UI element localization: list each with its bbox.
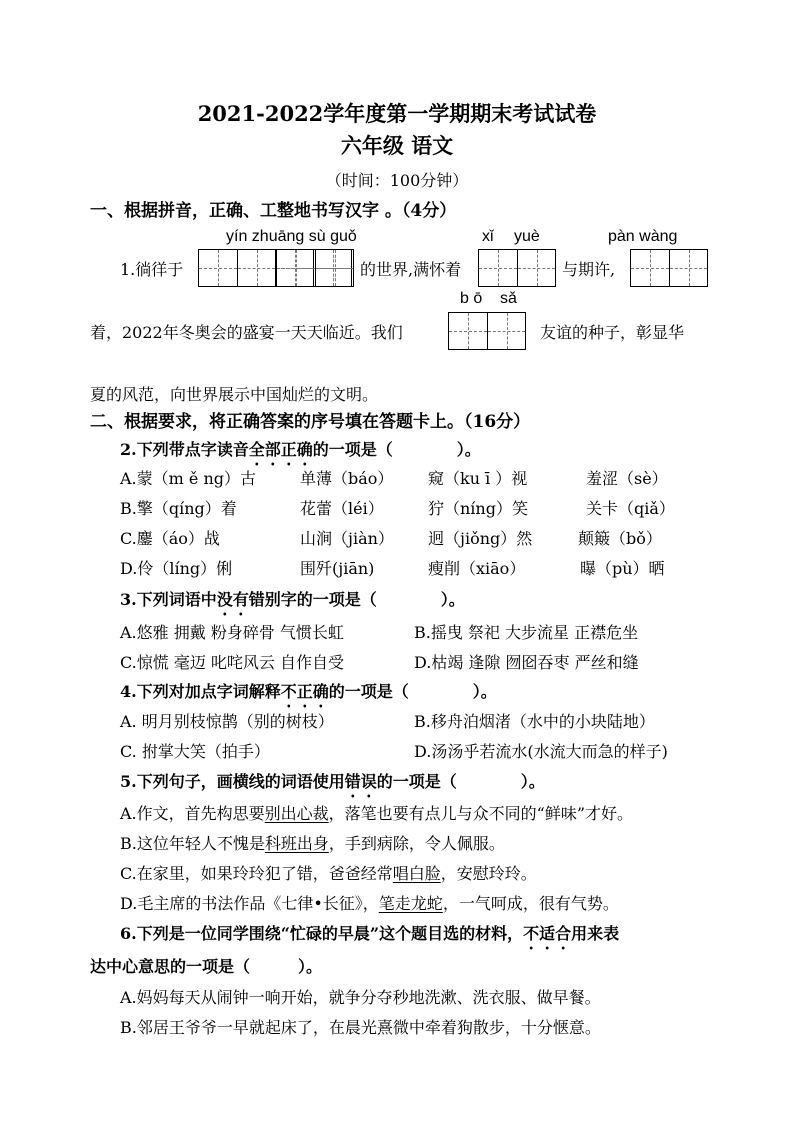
- q2-option-a-3: 窥（ku ī ）视: [428, 469, 528, 488]
- q3-stem-c: 错别字的一项是（ ）。: [248, 590, 465, 609]
- q4-stem-emphasis: 不正确: [280, 682, 329, 701]
- q3-option-b: B.摇曳 祭祀 大步流星 正襟危坐: [414, 623, 639, 642]
- q6-option-b: B.邻居王爷爷一早就起床了，在晨光熹微中牵着狗散步，十分惬意。: [120, 1018, 601, 1037]
- q3-option-c: C.惊慌 毫迈 叱咤风云 自作自受: [120, 653, 345, 672]
- grid-cell[interactable]: [449, 313, 487, 349]
- q2-option-a-1: A.蒙（m ě ng）古: [120, 469, 257, 488]
- q2-option-c-1: C.鏖（áo）战: [120, 529, 220, 548]
- q2-option-b-3: 狞（níng）笑: [428, 499, 528, 518]
- q4-option-c: C. 拊掌大笑（拍手）: [120, 742, 270, 761]
- q2-option-a-4: 羞涩（sè）: [586, 469, 668, 488]
- q5-a-underlined: 别出心裁: [264, 804, 329, 823]
- q4-option-d: D.汤汤乎若流水(水流大而急的样子): [414, 742, 668, 761]
- grid-cell[interactable]: [487, 313, 525, 349]
- answer-box-bosa[interactable]: [448, 312, 526, 350]
- grid-cell[interactable]: [631, 250, 669, 286]
- line1-start: 1.徜徉于: [120, 260, 184, 279]
- q2-stem: [120, 437, 481, 469]
- grid-cell[interactable]: [315, 250, 353, 286]
- q3-option-d: D.枯竭 逢隙 囫囵吞枣 严丝和缝: [414, 653, 639, 672]
- q5-b-post: ，手到病除，令人佩服。: [328, 834, 505, 853]
- q2-option-a-2: 单薄（báo）: [300, 469, 394, 488]
- q6-stem-a: 6.下列是一位同学围绕“忙碌的早晨”这个题目选的材料，: [120, 924, 524, 943]
- q2-option-b-4: 关卡（qiǎ）: [586, 499, 675, 518]
- q4-stem-c: 的一项是（ ）。: [328, 682, 497, 701]
- q5-d-post: ，一气呵成，很有气势。: [442, 894, 619, 913]
- answer-box-yinzhuangsuguo-2[interactable]: [276, 249, 354, 287]
- pinyin-xi: xǐ: [482, 228, 494, 245]
- q6-stem-c: 用来表: [571, 924, 620, 943]
- q5-a-post: ，落笔也要有点儿与众不同的“鲜味”才好。: [328, 804, 634, 823]
- line1-middle: 的世界,满怀着: [360, 260, 462, 279]
- q2-option-d-1: D.伶（líng）俐: [120, 559, 233, 578]
- pinyin-yinzhuangsuguo: yín zhuāng sù guǒ: [226, 228, 357, 245]
- answer-box-panwang[interactable]: [630, 249, 708, 287]
- q5-a-pre: A.作文，首先构思要: [120, 804, 265, 823]
- q3-option-a: A.悠雅 拥戴 粉身碎骨 气惯长虹: [120, 623, 344, 642]
- q2-option-b-1: B.擎（qíng）着: [120, 499, 237, 518]
- q6-stem-line1: [120, 921, 619, 953]
- q2-option-d-2: 围歼(jiān): [300, 559, 375, 578]
- q5-option-a: [120, 801, 633, 824]
- line3: 夏的风范，向世界展示中国灿烂的文明。: [90, 385, 379, 404]
- q3-stem-a: 3.下列词语中: [120, 590, 217, 609]
- q5-option-c: [120, 861, 537, 884]
- q5-c-pre: C.在家里，如果玲玲犯了错，爸爸经常: [120, 864, 393, 883]
- q4-option-b: B.移舟泊烟渚（水中的小块陆地）: [414, 712, 655, 731]
- exam-subtitle: 六年级 语文: [340, 133, 454, 158]
- q6-option-a: A.妈妈每天从闹钟一响开始，就争分夺秒地洗漱、洗衣服、做早餐。: [120, 988, 601, 1007]
- grid-cell[interactable]: [479, 250, 517, 286]
- q5-option-d: [120, 891, 619, 914]
- exam-time: （时间：100分钟）: [325, 171, 469, 190]
- q2-stem-c: 的一项是（ ）。: [312, 440, 481, 459]
- pinyin-bo: b ō: [460, 290, 483, 307]
- q2-option-d-3: 瘦削（xiāo）: [428, 559, 526, 578]
- q5-c-underlined: 唱白脸: [392, 864, 441, 883]
- q5-option-b: [120, 831, 505, 854]
- grid-cell[interactable]: [199, 250, 237, 286]
- grid-cell[interactable]: [237, 250, 275, 286]
- exam-title: 2021-2022学年度第一学期期末考试试卷: [197, 101, 597, 126]
- line1-end: 与期许,: [562, 260, 616, 279]
- q2-stem-a: 2.下列带点字读音: [120, 440, 249, 459]
- grid-cell[interactable]: [277, 250, 315, 286]
- q5-d-pre: D.毛主席的书法作品《七律•长征》，: [120, 894, 379, 913]
- q2-option-b-2: 花蕾（léi）: [300, 499, 384, 518]
- q3-stem: [120, 587, 465, 619]
- line2-start: 着，2022年冬奥会的盛宴一天天临近。我们: [90, 323, 403, 342]
- q4-stem-a: 4.下列对加点字词解释: [120, 682, 281, 701]
- q3-stem-emphasis: 没有: [216, 590, 249, 609]
- q2-stem-emphasis: 全部正确: [248, 440, 313, 459]
- q5-d-underlined: 笔走龙蛇: [378, 894, 443, 913]
- pinyin-yue: yuè: [514, 228, 540, 245]
- pinyin-sa: sǎ: [500, 290, 517, 307]
- section2-heading: 二、根据要求，将正确答案的序号填在答题卡上。（16分）: [90, 412, 531, 432]
- q6-stem-line2: 达中心意思的一项是（ ）。: [90, 957, 323, 976]
- grid-cell[interactable]: [517, 250, 555, 286]
- q5-c-post: ，安慰玲玲。: [440, 864, 537, 883]
- q4-stem: [120, 679, 497, 711]
- q2-option-c-3: 迥（jiǒng）然: [428, 529, 533, 548]
- q5-stem-c: 的一项是（ ）。: [376, 772, 545, 791]
- line2-end: 友谊的种子，彰显华: [540, 323, 685, 342]
- section1-heading: 一、根据拼音，正确、工整地书写汉字 。（4分）: [90, 201, 457, 221]
- q5-stem-emphasis: 错误: [344, 772, 377, 791]
- q5-b-underlined: 科班出身: [264, 834, 329, 853]
- q5-b-pre: B.这位年轻人不愧是: [120, 834, 265, 853]
- q2-option-c-2: 山涧（jiàn）: [300, 529, 394, 548]
- pinyin-panwang: pàn wàng: [608, 228, 678, 245]
- q2-option-c-4: 颠簸（bǒ）: [578, 529, 662, 548]
- answer-box-xiyue[interactable]: [478, 249, 556, 287]
- q4-option-a: A. 明月别枝惊鹊（别的树枝）: [120, 712, 334, 731]
- q5-stem: [120, 769, 545, 801]
- q2-option-d-4: 曝（pù）晒: [580, 559, 665, 578]
- q5-stem-a: 5.下列句子，画横线的词语使用: [120, 772, 345, 791]
- grid-cell[interactable]: [669, 250, 707, 286]
- q6-stem-emphasis: 不适合: [523, 924, 572, 943]
